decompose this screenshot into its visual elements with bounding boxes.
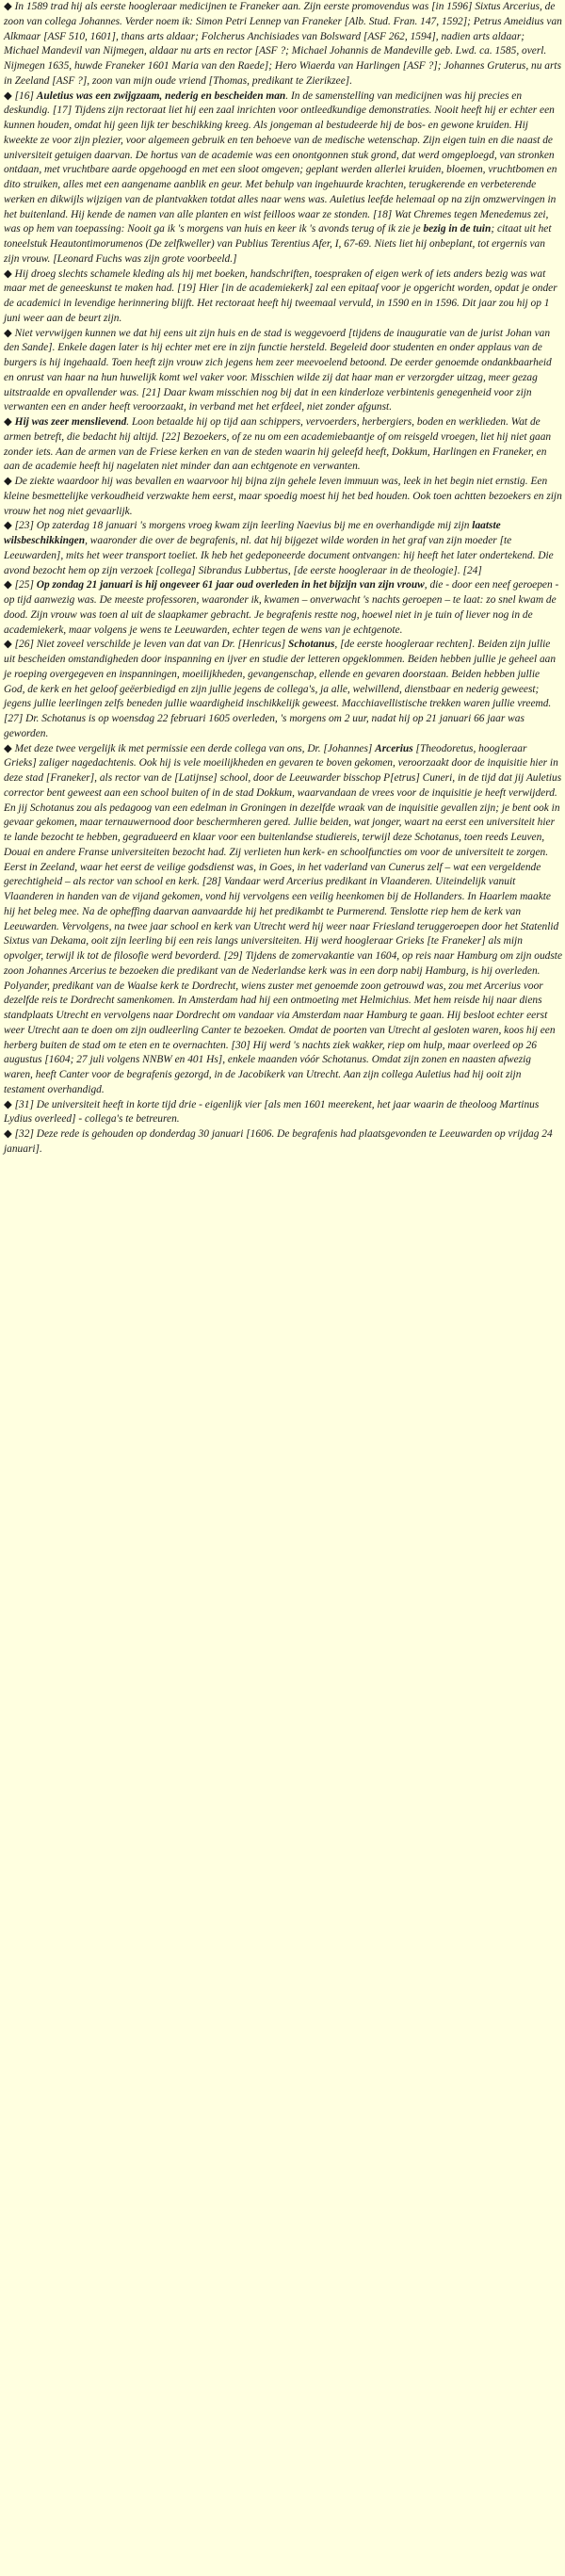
emphasized-text: bezig in de tuin bbox=[423, 223, 492, 235]
paragraph bbox=[4, 327, 562, 416]
text-run: [16] bbox=[14, 89, 37, 102]
paragraph bbox=[4, 742, 562, 1098]
text-run: . Loon betaalde hij op tijd aan schippers, vervoerders, herbergiers, boden en werklieden. Wat de armen betreft, die bedacht hij altijd. [22] Bezoekers, of ze nu om een academiebaantje of om reisgeld vroegen, liet hij niet gaan zonder iets. Aan de armen van de Friese kerken en van de steden waarin hij geleefd heeft, Dokkum, Harlingen en Franeker, en aan de academie heeft hij nagelaten niet minder dan aan echtgenote en verwanten. bbox=[4, 416, 552, 473]
text-run: De ziekte waardoor hij was bevallen en waarvoor hij bijna zijn gehele leven immuun was, leek in het begin niet ernstig. Een kleine besmettelijke verkoudheid verzwakte hem eerst, maar spoedig moest hij het bed houden. Ook toen achtten bezoekers en zijn vrouw het nog niet gevaarlijk. bbox=[4, 476, 562, 517]
diamond-bullet-icon: ◆ bbox=[4, 327, 12, 339]
text-run: [Theodoretus, hoogleraar Grieks] zaliger nagedachtenis. Ook hij is vele moeilijkheden en gevaren te boven gekomen, veroorzaakt door de inquisitie hier in deze stad [Franeker], als rector van de [Latijnse] school, door de Leeuwarder bisschop P[etrus] Cuneri, in de tijd dat jij Auletius corrector bent geweest aan een school buiten of in de stad Dokkum, waarvandaan de vrees voor de inquisitie je heeft verwijderd. En jij Schotanus zou als pedagoog van een edelman in Groningen in dezelfde wraak van de inquisitie gevallen zijn; je bent ook in gevaar gekomen, maar ternauwernood door beschermheren gered. Jullie beiden, wat jonger, waart na eerst een universiteit hier te lande bezocht te hebben, gegradueerd en klaar voor een buitenlandse studiereis, terwijl deze Schotanus, toen reeds Leuven, Douai en andere Franse universiteiten bezocht had. Zij verlieten hun kerk- en schoolfuncties om voor de universiteit te zorgen. Eerst in Zeeland, waar het eerst de veilige godsdienst was, in Goes, in het vaderland van Cunerus zelf – wat een vergeldende gerechtigheid – als rector van school en kerk. [28] Vandaar werd Arcerius predikant in Vlaanderen. Uiteindelijk vanuit Vlaanderen in handen van de vijand gekomen, vond hij vervolgens een veilig heenkomen bij de Hollanders. In Haarlem maakte hij het beleg mee. Na de opheffing daarvan aanvaardde hij het predikambt te Purmerend. Tenslotte riep hem de kerk van Leeuwarden. Vervolgens, na twee jaar school en kerk van Utrecht werd hij weer naar Friesland teruggeroepen door het Statenlid Sixtus van Dekama, ooit zijn leerling bij een reis langs universiteiten. Hij werd hoogleraar Grieks [te Franeker] als mijn opvolger, terwijl ik tot de filosofie werd bevorderd. [29] Tijdens de zomervakantie van 1604, op reis naar Hamburg om zijn oudste zoon Johannes Arcerius te bezoeken die predikant van de Nederlandse kerk was in een dorp nabij Hamburg, is hij overleden. Polyander, predikant van de Waalse kerk te Dordrecht, wiens zuster met genoemde zoon getrouwd was, zou met Arcerius voor dezelfde reis te Dordrecht samenkomen. In Amsterdam had hij een ontmoeting met Helmichius. Met hem reisde hij naar diens standplaats Utrecht en vervolgens naar Dordrecht om vandaar via Amsterdam naar Hamburg te gaan. Hij besloot echter eerst weer Utrecht aan te doen om zijn oudleerling Canter te bezoeken. Omdat de poorten van Utrecht al gesloten waren, koos hij een herberg buiten de stad om te eten en te overnachten. [30] Hij werd 's nachts ziek wakker, riep om hulp, maar overleed op 26 augustus [1604; 27 juli volgens NNBW en 401 Hs], enkele maanden vóór Schotanus. Omdat zijn zonen en naasten afwezig waren, heeft Canter voor de begrafenis gezorgd, in de Jacobikerk van Utrecht. Aan zijn collega Auletius had hij ooit zijn testament overhandigd. bbox=[4, 742, 562, 1095]
emphasized-text: Op zondag 21 januari is hij ongeveer 61 jaar oud overleden in het bijzijn van zijn vrouw bbox=[36, 579, 425, 591]
oration-text bbox=[0, 0, 565, 1158]
paragraph bbox=[4, 578, 562, 638]
emphasized-text: Schotanus bbox=[288, 639, 335, 651]
emphasized-text: Auletius was een zwijgzaam, nederig en bescheiden man bbox=[36, 89, 286, 102]
diamond-bullet-icon: ◆ bbox=[4, 1, 12, 12]
emphasized-text: Arcerius bbox=[375, 742, 413, 754]
text-run: [31] De universiteit heeft in korte tijd drie - eigenlijk vier [als men 1601 meerekent, het jaar waarin de theoloog Martinus Lydius overleed] - collega's te betreuren. bbox=[4, 1098, 540, 1126]
text-run: ; citaat uit het toneelstuk Heautontimorumenos (De zelfkweller) van Publius Terentius Afer, I, 67-69. Niets liet hij onbeplant, tot ergernis van zijn vrouw. [Leonard Fuchs was zijn grote voorbeeld.] bbox=[4, 223, 552, 265]
paragraph bbox=[4, 1127, 562, 1158]
paragraph bbox=[4, 415, 562, 475]
diamond-bullet-icon: ◆ bbox=[4, 267, 12, 280]
paragraph bbox=[4, 0, 562, 89]
paragraph bbox=[4, 1098, 562, 1128]
diamond-bullet-icon: ◆ bbox=[4, 742, 12, 754]
text-run: In 1589 trad hij als eerste hoogleraar medicijnen te Franeker aan. Zijn eerste promovendus was [in 1596] Sixtus Arcerius, de zoon van collega Johannes. Verder noem ik: Simon Petri Lennep van Franeker [Alb. Stud. Fran. 147, 1592]; Petrus Ameidius van Alkmaar [ASF 510, 1601], thans arts aldaar; Folcherus Anchisiades van Bolsward [ASF 262, 1594], nadien arts aldaar; Michael Mandevil van Nijmegen, aldaar nu arts en rector [ASF ?; Michael Johannis de Mandeville geb. Lwd. ca. 1585, overl. Nijmegen 1635, huwde Franeker 1601 Maria van den Raede]; Hero Wiaerda van Harlingen [ASF ?]; Johannes Gruterus, nu arts in Zeeland [ASF ?], zoon van mijn oude vriend [Thomas, predikant te Zierikzee]. bbox=[4, 1, 562, 87]
text-run: [25] bbox=[14, 579, 37, 591]
text-run: [32] Deze rede is gehouden op donderdag 30 januari [1606. De begrafenis had plaatsgevonden te Leeuwarden op vrijdag 24 januari]. bbox=[4, 1128, 553, 1155]
text-run: Met deze twee vergelijk ik met permissie een derde collega van ons, Dr. [Johannes] bbox=[14, 742, 376, 754]
text-run: , waaronder die over de begrafenis, nl. dat hij bijgezet wilde worden in het graf van zijn moeder [te Leeuwarden], mits het weer transport toeliet. Ik heb het gedeponeerde document ontvangen: hij heeft het later ondertekend. Die avond bezocht hem op zijn verzoek [collega] Sibrandus Lubbertus, [de eerste hoogleraar in de theologie]. [24] bbox=[4, 535, 554, 576]
emphasized-text: Hij was zeer menslievend bbox=[14, 416, 127, 428]
text-run: , [de eerste hoogleraar rechten]. Beiden zijn jullie uit bescheiden omstandigheden door inspanning en ijver en studie der letteren opgeklommen. Beiden hebben jullie je geheel aan je roeping overgegeven en inspanningen, moeilijkheden, gevangenschap, ellende en gevaren doorstaan. Beiden hebben jullie God, de kerk en het geloof geëerbiedigd en zijn jullie jegens de collega's, ja alle, welwillend, dienstbaar en nederig geweest; jegens jullie leerlingen zelfs beneden jullie waardigheid inschikkelijk geweest. Macchiavellistische trekken waren jullie vreemd. [27] Dr. Schotanus is op woensdag 22 februari 1605 overleden, 's morgens om 2 uur, nadat hij op 21 januari 66 jaar was geworden. bbox=[4, 639, 557, 739]
paragraph bbox=[4, 475, 562, 519]
text-run: [26] Niet zoveel verschilde je leven van dat van Dr. [Henricus] bbox=[14, 639, 289, 651]
text-run: [23] Op zaterdag 18 januari 's morgens vroeg kwam zijn leerling Naevius bij me en overhandigde mij zijn bbox=[14, 520, 473, 532]
text-run: Niet vervwijgen kunnen we dat hij eens uit zijn huis en de stad is weggevoerd [tijdens de inauguratie van de jurist Johan van den Sande]. Enkele dagen later is hij echter met ere in zijn functie hersteld. Begeleid door studenten en onder applaus van de burgers is hij ingehaald. Toen heeft zijn vrouw zich jegens hem zeer meevoelend betoond. De eerder genoemde ondankbaarheid en onrust van haar na hun huwelijk komt wel vaker voor. Misschien wilde zij dat haar man er verzorgder uitzag, meer gezag uitstraalde en opvallender was. [21] Daar kwam misschien nog bij dat in een kinderloze verbintenis genegenheid voor zijn verwanten een en ander heeft veroorzaakt, in verband met het erfdeel, niet zonder afgunst. bbox=[4, 327, 552, 413]
diamond-bullet-icon: ◆ bbox=[4, 89, 12, 102]
diamond-bullet-icon: ◆ bbox=[4, 416, 12, 428]
paragraph bbox=[4, 519, 562, 578]
text-run: , die - door een neef geroepen - op tijd aanwezig was. De meeste professoren, waaronder ik, kwamen – onverwacht 's nachts geroepen – te laat: zo snel kwam de dood. Zijn vrouw was toen al uit de slaapkamer gebracht. Je begrafenis restte nog, hoewel niet in je tuin of liever nog in de academiekerk, maar volgens je wens te Leeuwarden, echter tegen de wens van je echtgenote. bbox=[4, 579, 559, 636]
paragraph bbox=[4, 638, 562, 741]
text-run: Hij droeg slechts schamele kleding als hij met boeken, handschriften, toespraken of eigen werk of iets anders bezig was wat maar met de geneeskunst te maken had. [19] Hier [in de academiekerk] zal een epitaaf voor je opgericht worden, opdat je onder de academici in levendige herinnering blijft. Het rectoraat heeft hij tweemaal vervuld, in 1590 en in 1596. Dit jaar zou hij op 1 juni weer aan de beurt zijn. bbox=[4, 267, 557, 324]
diamond-bullet-icon: ◆ bbox=[4, 639, 12, 651]
text-run: . In de samenstelling van medicijnen was hij precies en deskundig. [17] Tijdens zijn rectoraat liet hij een zaal inrichten voor ontleedkundige demonstraties. Nooit heeft hij er echter een kunnen houden, omdat hij geen lijk ter beschikking kreeg. Als jongeman al bestudeerde hij de bos- en gewone kruiden. Hij kweekte ze voor zijn plezier, voor algemeen gebruik en ten behoeve van de medische wetenschap. Zijn eigen tuin en die naast de universiteit getuigen daarvan. De hortus van de academie was een onontgonnen stuk grond, dat werd omgeploegd, van stronken ontdaan, met vruchtbare aarde opgehoogd en met een sloot omgeven; geplant werden allerlei kruiden, bloemen, vruchtbomen en dito struiken, alles met een aangename aanblik en geur. Met behulp van ingehuurde krachten, terugkerende en verbeterende werken en dikwijls wijzigen van de plantvakken totdat alles naar wens was. Auletius leefde helemaal op na zijn omzwervingen in het buitenland. Hij kende de namen van alle planten en wist feilloos waar ze stonden. [18] Wat Chremes tegen Menedemus zei, was op hem van toepassing: Nooit ga ik 's morgens van huis en keer ik 's avonds terug of ik zie je bbox=[4, 89, 557, 235]
diamond-bullet-icon: ◆ bbox=[4, 520, 12, 532]
emphasized-text: laatste wilsbeschikkingen bbox=[4, 520, 501, 546]
diamond-bullet-icon: ◆ bbox=[4, 476, 12, 487]
diamond-bullet-icon: ◆ bbox=[4, 1098, 12, 1110]
diamond-bullet-icon: ◆ bbox=[4, 1128, 12, 1140]
paragraph bbox=[4, 89, 562, 267]
diamond-bullet-icon: ◆ bbox=[4, 579, 12, 591]
paragraph bbox=[4, 267, 562, 327]
